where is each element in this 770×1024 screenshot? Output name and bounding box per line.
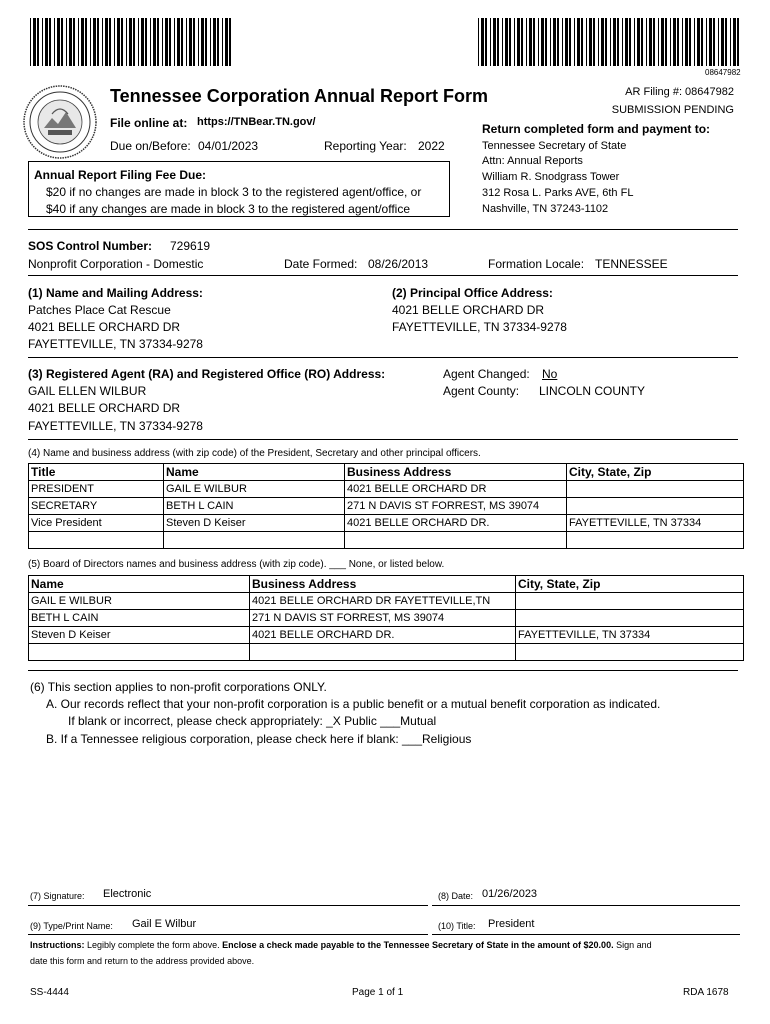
table-cell: FAYETTEVILLE, TN 37334	[516, 627, 744, 644]
table-cell: 271 N DAVIS ST FORREST, MS 39074	[250, 610, 516, 627]
table-cell: Steven D Keiser	[29, 627, 250, 644]
entity-type: Nonprofit Corporation - Domestic	[28, 257, 204, 271]
table-cell: BETH L CAIN	[164, 498, 345, 515]
signature-value: Electronic	[103, 888, 152, 900]
formation-locale-label: Formation Locale:	[488, 257, 585, 271]
block3-line-2: 4021 BELLE ORCHARD DR	[28, 401, 181, 415]
table-cell	[29, 644, 250, 661]
instructions-line-2: date this form and return to the address provided above.	[30, 956, 255, 966]
fee-heading: Annual Report Filing Fee Due:	[34, 168, 207, 182]
print-name-label: (9) Type/Print Name:	[30, 921, 113, 931]
reporting-year: 2022	[418, 139, 445, 153]
date-formed-label: Date Formed:	[284, 257, 358, 271]
table-cell: 4021 BELLE ORCHARD DR FAYETTEVILLE,TN	[250, 593, 516, 610]
table-cell: BETH L CAIN	[29, 610, 250, 627]
return-line-4: 312 Rosa L. Parks AVE, 6th FL	[482, 187, 634, 199]
date-value: 01/26/2023	[482, 888, 538, 900]
table-cell: GAIL E WILBUR	[164, 481, 345, 498]
table-cell: Vice President	[29, 515, 164, 532]
table-cell	[164, 532, 345, 549]
block3-line-3: FAYETTEVILLE, TN 37334-9278	[28, 419, 203, 433]
submission-status: SUBMISSION PENDING	[611, 104, 734, 116]
block4-caption: (4) Name and business address (with zip code) of the President, Secretary and other principal officers.	[28, 448, 481, 459]
block1-heading: (1) Name and Mailing Address:	[28, 286, 203, 300]
table-row	[29, 610, 744, 627]
block5-caption: (5) Board of Directors names and business address (with zip code). ___ None, or listed below.	[28, 559, 445, 570]
table-cell	[516, 644, 744, 661]
due-label: Due on/Before:	[110, 139, 191, 153]
table-cell	[29, 532, 164, 549]
block6-line-2: A. Our records reflect that your non-profit corporation is a public benefit or a mutual benefit corporation as indicated.	[46, 697, 661, 711]
block1-line-1: Patches Place Cat Rescue	[28, 303, 171, 317]
signature-label: (7) Signature:	[30, 891, 85, 901]
officers-table	[28, 463, 744, 549]
instructions-text-2: Sign and	[613, 940, 652, 950]
table-cell: 4021 BELLE ORCHARD DR.	[250, 627, 516, 644]
directors-header-city: City, State, Zip	[516, 576, 744, 593]
block1-line-2: 4021 BELLE ORCHARD DR	[28, 320, 181, 334]
table-cell	[567, 481, 744, 498]
barcode-left	[30, 18, 235, 66]
table-header-row	[29, 576, 744, 593]
instructions-label: Instructions:	[30, 940, 85, 950]
table-cell: SECRETARY	[29, 498, 164, 515]
table-row	[29, 593, 744, 610]
table-row	[29, 644, 744, 661]
date-formed: 08/26/2013	[368, 257, 429, 271]
officers-header-address: Business Address	[345, 464, 567, 481]
block3-line-1: GAIL ELLEN WILBUR	[28, 384, 147, 398]
table-cell	[567, 498, 744, 515]
table-row	[29, 515, 744, 532]
date-label: (8) Date:	[438, 891, 474, 901]
directors-header-address: Business Address	[250, 576, 516, 593]
table-cell: FAYETTEVILLE, TN 37334	[567, 515, 744, 532]
block3-heading: (3) Registered Agent (RA) and Registered Office (RO) Address:	[28, 367, 386, 381]
table-row	[29, 627, 744, 644]
officers-header-name: Name	[164, 464, 345, 481]
sos-number: 729619	[170, 239, 211, 253]
fee-line-2: $40 if any changes are made in block 3 to the registered agent/office	[46, 202, 411, 216]
table-cell	[567, 532, 744, 549]
form-title: Tennessee Corporation Annual Report Form	[110, 86, 489, 106]
fee-line-1: $20 if no changes are made in block 3 to the registered agent/office, or	[46, 185, 422, 199]
instructions	[30, 940, 652, 950]
agent-changed-value: No	[542, 367, 558, 381]
return-line-3: William R. Snodgrass Tower	[482, 171, 620, 183]
table-row	[29, 498, 744, 515]
table-cell: Steven D Keiser	[164, 515, 345, 532]
ar-filing-number: AR Filing #: 08647982	[625, 86, 734, 98]
table-cell: GAIL E WILBUR	[29, 593, 250, 610]
state-seal-icon	[22, 84, 98, 160]
page-number: Page 1 of 1	[352, 987, 404, 998]
table-cell	[516, 610, 744, 627]
block2-line-1: 4021 BELLE ORCHARD DR	[392, 303, 545, 317]
block6-line-1: (6) This section applies to non-profit corporations ONLY.	[30, 680, 327, 694]
instructions-text-1: Legibly complete the form above.	[84, 940, 223, 950]
print-name-value: Gail E Wilbur	[132, 918, 197, 930]
title-value: President	[488, 918, 535, 930]
barcode-number: 08647982	[705, 68, 741, 77]
directors-table	[28, 575, 744, 661]
file-online-label: File online at:	[110, 116, 188, 130]
formation-locale: TENNESSEE	[595, 257, 668, 271]
directors-header-name: Name	[29, 576, 250, 593]
rda-number: RDA 1678	[683, 987, 729, 998]
table-cell	[250, 644, 516, 661]
table-cell: 4021 BELLE ORCHARD DR.	[345, 515, 567, 532]
return-line-2: Attn: Annual Reports	[482, 155, 583, 167]
sos-label: SOS Control Number:	[28, 239, 153, 253]
return-line-5: Nashville, TN 37243-1102	[482, 203, 609, 215]
block2-heading: (2) Principal Office Address:	[392, 286, 553, 300]
due-date: 04/01/2023	[198, 139, 259, 153]
officers-header-title: Title	[29, 464, 164, 481]
form-id: SS-4444	[30, 987, 69, 998]
block2-line-2: FAYETTEVILLE, TN 37334-9278	[392, 320, 567, 334]
officers-header-city: City, State, Zip	[567, 464, 744, 481]
block6-line-4: B. If a Tennessee religious corporation, please check here if blank: ___Religious	[46, 732, 472, 746]
table-cell	[345, 532, 567, 549]
instructions-bold: Enclose a check made payable to the Tennessee Secretary of State in the amount of $20.00.	[222, 940, 614, 950]
table-row	[29, 481, 744, 498]
table-cell: 271 N DAVIS ST FORREST, MS 39074	[345, 498, 567, 515]
block6-line-3: If blank or incorrect, please check appropriately: _X Public ___Mutual	[68, 714, 437, 728]
agent-county-value: LINCOLN COUNTY	[539, 384, 646, 398]
file-online-link[interactable]: https://TNBear.TN.gov/	[197, 116, 316, 128]
return-line-1: Tennessee Secretary of State	[482, 140, 627, 152]
reporting-year-label: Reporting Year:	[324, 139, 407, 153]
return-heading: Return completed form and payment to:	[482, 122, 711, 136]
table-cell	[516, 593, 744, 610]
table-row	[29, 532, 744, 549]
title-label: (10) Title:	[438, 921, 476, 931]
agent-county-label: Agent County:	[443, 384, 520, 398]
table-cell: 4021 BELLE ORCHARD DR	[345, 481, 567, 498]
barcode-right	[478, 18, 741, 66]
table-cell: PRESIDENT	[29, 481, 164, 498]
agent-changed-label: Agent Changed:	[443, 367, 530, 381]
block1-line-3: FAYETTEVILLE, TN 37334-9278	[28, 337, 203, 351]
table-header-row	[29, 464, 744, 481]
